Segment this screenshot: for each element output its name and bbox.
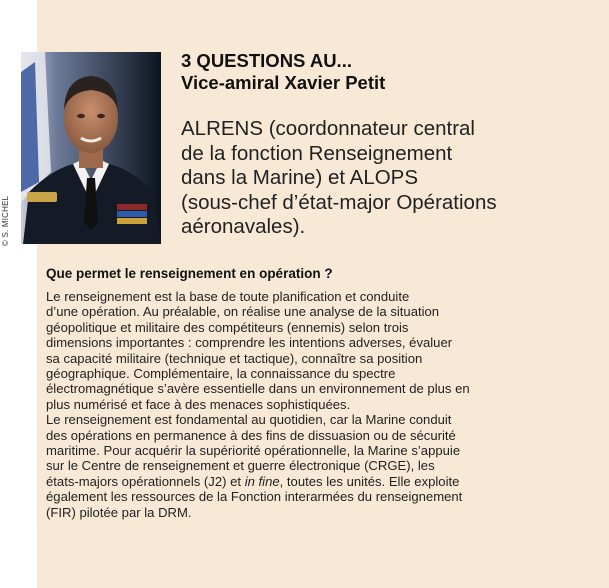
role-line: dans la Marine) et ALOPS — [181, 166, 419, 189]
portrait-illustration — [21, 52, 161, 244]
answer-line: électromagnétique s’avère essentielle dans un environnement de plus en — [46, 381, 470, 397]
photo-credit: © S. MICHEL — [1, 195, 10, 246]
answer-line: géographique. Complémentaire, la connaissance du spectre — [46, 366, 396, 382]
left-eye — [77, 114, 85, 118]
role-line: (sous-chef d’état-major Opérations — [181, 190, 497, 214]
role-line: aéronavales). — [181, 215, 306, 238]
answer-line: Le renseignement est fondamental au quotidien, car la Marine conduit — [46, 412, 452, 428]
role-line: de la fonction Renseignement — [181, 141, 453, 165]
article-title — [181, 50, 601, 94]
title-line-2: Vice-amiral Xavier Petit — [181, 72, 386, 93]
answer-line: d’une opération. Au préalable, on réalise une analyse de la situation — [46, 304, 440, 320]
role-line: ALRENS (coordonnateur central — [181, 117, 475, 140]
answer-line: sur le Centre de renseignement et guerre électronique (CRGE), les — [46, 458, 435, 474]
answer-line: (FIR) pilotée par la DRM. — [46, 504, 192, 520]
interview-answer — [46, 289, 606, 520]
answer-fragment: états-majors opérationnels (J2) et — [46, 473, 245, 489]
portrait-photo — [21, 52, 161, 244]
answer-line: géopolitique et militaire des compétiteurs (ennemis) selon trois — [46, 319, 409, 335]
answer-fragment: , toutes les unités. Elle exploite — [279, 473, 460, 489]
answer-line: dimensions importantes : comprendre les intentions adverses, évaluer — [46, 335, 453, 351]
answer-line: également les ressources de la Fonction interarmées du renseignement — [46, 489, 463, 505]
italic-phrase: in fine — [244, 473, 280, 489]
answer-line-with-italic — [46, 474, 606, 489]
medal-ribbon-1 — [117, 204, 147, 210]
shoulder-insignia — [27, 192, 57, 202]
medal-ribbon-3 — [117, 218, 147, 224]
answer-line: plus numérisé et face à des menaces sophistiquées. — [46, 396, 351, 412]
medal-ribbon-2 — [117, 211, 147, 217]
answer-line: des opérations en permanence à des fins de dissuasion ou de sécurité — [46, 427, 456, 443]
right-eye — [97, 114, 105, 118]
answer-line: Le renseignement est la base de toute planification et conduite — [46, 289, 410, 304]
answer-line: sa capacité militaire (technique et tactique), connaître sa position — [46, 350, 423, 366]
role-description — [181, 117, 601, 240]
interview-question: Que permet le renseignement en opération ? — [46, 266, 333, 281]
answer-line: maritime. Pour acquérir la supériorité opérationnelle, la Marine s’appuie — [46, 443, 461, 459]
title-line-1: 3 QUESTIONS AU... — [181, 50, 352, 71]
